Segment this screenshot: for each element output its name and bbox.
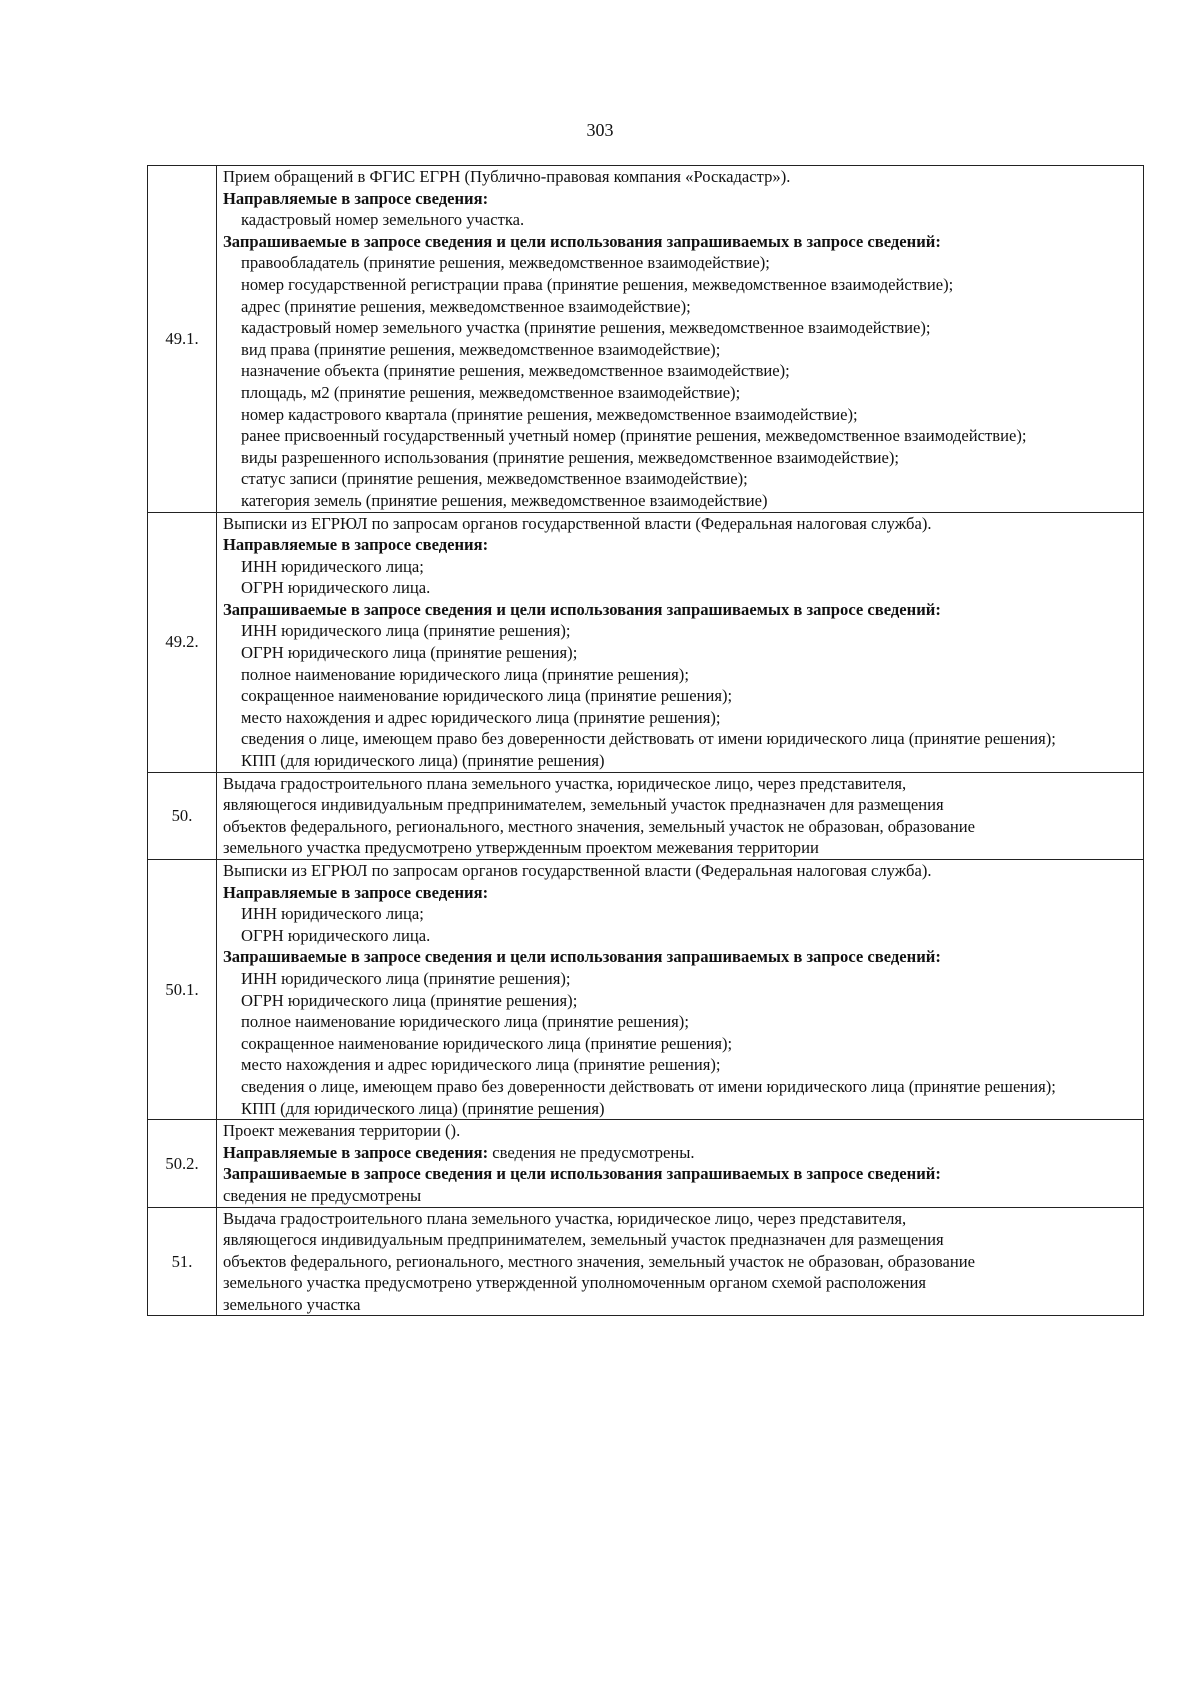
row-content — [217, 772, 1144, 859]
content-line: вид права (принятие решения, межведомственное взаимодействие); — [241, 339, 721, 359]
table-body — [148, 166, 1144, 1316]
table-row — [148, 1207, 1144, 1316]
row-content — [217, 512, 1144, 772]
section-heading: Запрашиваемые в запросе сведения и цели использования запрашиваемых в запросе сведений: — [223, 947, 941, 967]
content-line: КПП (для юридического лица) (принятие решения) — [241, 1098, 605, 1118]
content-line: ИНН юридического лица; — [241, 904, 424, 924]
row-number: 50.1. — [148, 860, 217, 1120]
row-number: 51. — [148, 1207, 217, 1316]
content-line: адрес (принятие решения, межведомственное взаимодействие); — [241, 296, 691, 316]
content-line: КПП (для юридического лица) (принятие решения) — [241, 751, 605, 771]
content-text: сведения не предусмотрены. — [488, 1142, 695, 1162]
section-heading — [223, 1142, 1139, 1164]
row-content — [217, 166, 1144, 513]
content-line: правообладатель (принятие решения, межведомственное взаимодействие); — [241, 253, 770, 273]
section-heading: Направляемые в запросе сведения: — [223, 535, 489, 555]
content-line: назначение объекта (принятие решения, межведомственное взаимодействие); — [241, 361, 790, 381]
content-line: ИНН юридического лица (принятие решения); — [241, 621, 571, 641]
content-line: Прием обращений в ФГИС ЕГРН (Публично-правовая компания «Роскадастр»). — [223, 167, 791, 186]
content-line: виды разрешенного использования (принятие решения, межведомственное взаимодействие); — [241, 447, 900, 467]
table-row — [148, 166, 1144, 513]
section-heading: Запрашиваемые в запросе сведения и цели использования запрашиваемых в запросе сведений: — [223, 1164, 941, 1184]
requirements-table — [147, 165, 1144, 1316]
page-number: 303 — [586, 120, 614, 140]
table-row — [148, 1120, 1144, 1207]
content-line: номер государственной регистрации права (принятие решения, межведомственное взаимодействие); — [241, 274, 954, 294]
section-heading: Направляемые в запросе сведения: — [223, 1142, 489, 1162]
table-row — [148, 772, 1144, 859]
content-line: сокращенное наименование юридического лица (принятие решения); — [241, 686, 733, 706]
content-line: место нахождения и адрес юридического лица (принятие решения); — [241, 1055, 721, 1075]
content-line: сведения не предусмотрены — [223, 1185, 422, 1205]
content-line: кадастровый номер земельного участка. — [241, 210, 525, 230]
content-line: земельного участка предусмотрено утвержденной уполномоченным органом схемой расположения — [223, 1273, 927, 1293]
content-line: полное наименование юридического лица (принятие решения); — [241, 1012, 689, 1032]
content-line: статус записи (принятие решения, межведомственное взаимодействие); — [241, 469, 748, 489]
content-line: Проект межевания территории (). — [223, 1121, 461, 1141]
content-line: кадастровый номер земельного участка (принятие решения, межведомственное взаимодействие); — [241, 318, 931, 338]
table-row — [148, 860, 1144, 1120]
section-heading: Направляемые в запросе сведения: — [223, 188, 489, 208]
content-line: номер кадастрового квартала (принятие решения, межведомственное взаимодействие); — [241, 404, 858, 424]
row-content — [217, 1207, 1144, 1316]
row-content — [217, 1120, 1144, 1207]
section-heading: Направляемые в запросе сведения: — [223, 882, 489, 902]
content-line: сведения о лице, имеющем право без доверенности действовать от имени юридического лица (принятие решения); — [241, 729, 1056, 749]
content-line: Выдача градостроительного плана земельного участка, юридическое лицо, через представителя, — [223, 773, 907, 793]
section-heading: Запрашиваемые в запросе сведения и цели использования запрашиваемых в запросе сведений: — [223, 599, 941, 619]
content-line: земельного участка — [223, 1294, 361, 1314]
content-line: Выписки из ЕГРЮЛ по запросам органов государственной власти (Федеральная налоговая служба). — [223, 513, 932, 533]
content-line: ИНН юридического лица (принятие решения); — [241, 968, 571, 988]
content-line: ОГРН юридического лица (принятие решения); — [241, 990, 578, 1010]
content-line: сокращенное наименование юридического лица (принятие решения); — [241, 1033, 733, 1053]
content-line: ОГРН юридического лица (принятие решения); — [241, 643, 578, 663]
section-heading: Запрашиваемые в запросе сведения и цели использования запрашиваемых в запросе сведений: — [223, 231, 941, 251]
content-line: являющегося индивидуальным предпринимателем, земельный участок предназначен для размещения — [223, 795, 944, 815]
content-line: категория земель (принятие решения, межведомственное взаимодействие) — [241, 490, 768, 510]
content-line: сведения о лице, имеющем право без доверенности действовать от имени юридического лица (принятие решения); — [241, 1076, 1056, 1096]
row-number: 49.1. — [148, 166, 217, 513]
content-line: объектов федерального, регионального, местного значения, земельный участок не образован, образование — [223, 816, 976, 836]
content-line: Выдача градостроительного плана земельного участка, юридическое лицо, через представителя, — [223, 1208, 907, 1228]
row-content — [217, 860, 1144, 1120]
content-line: земельного участка предусмотрено утвержденным проектом межевания территории — [223, 838, 819, 858]
row-number: 50.2. — [148, 1120, 217, 1207]
content-line: ОГРН юридического лица. — [241, 925, 431, 945]
content-line: являющегося индивидуальным предпринимателем, земельный участок предназначен для размещения — [223, 1230, 944, 1250]
content-line: место нахождения и адрес юридического лица (принятие решения); — [241, 707, 721, 727]
content-line: Выписки из ЕГРЮЛ по запросам органов государственной власти (Федеральная налоговая служба). — [223, 861, 932, 880]
content-line: полное наименование юридического лица (принятие решения); — [241, 664, 689, 684]
table-row — [148, 512, 1144, 772]
content-line: площадь, м2 (принятие решения, межведомственное взаимодействие); — [241, 382, 741, 402]
row-number: 50. — [148, 772, 217, 859]
content-line: ИНН юридического лица; — [241, 556, 424, 576]
content-line: ранее присвоенный государственный учетный номер (принятие решения, межведомственное взаимодействие); — [241, 426, 1027, 446]
content-line: объектов федерального, регионального, местного значения, земельный участок не образован, образование — [223, 1251, 976, 1271]
content-line: ОГРН юридического лица. — [241, 578, 431, 598]
row-number: 49.2. — [148, 512, 217, 772]
